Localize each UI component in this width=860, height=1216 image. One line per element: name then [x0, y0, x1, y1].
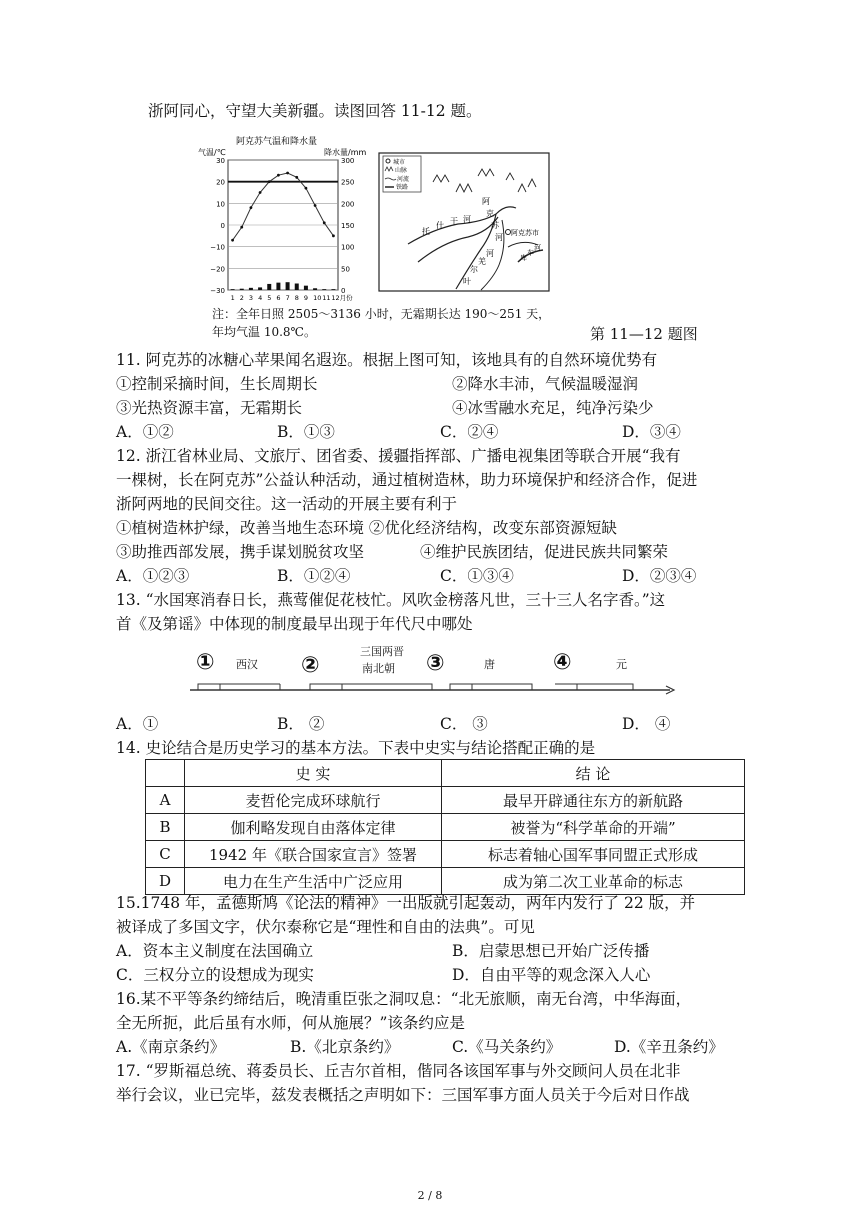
precipitation-bar: [286, 282, 290, 290]
row-key: A: [146, 787, 185, 814]
svg-text:河: 河: [495, 233, 503, 242]
month-tick-label: 2: [239, 294, 244, 302]
q13-option-d[interactable]: D． ④: [622, 715, 671, 733]
temperature-point: [277, 174, 280, 177]
row-fact: 1942 年《联合国家宣言》签署: [185, 841, 442, 868]
right-tick-label: 250: [341, 178, 355, 187]
q15-option-c[interactable]: C．三权分立的设想成为现实: [116, 966, 314, 984]
row-conclusion: 标志着轴心国军事同盟正式形成: [442, 841, 745, 868]
q12-option-b[interactable]: B．①②④: [277, 567, 351, 585]
timeline-label-sanguo: 三国两晋: [360, 645, 404, 658]
precipitation-bar: [276, 283, 280, 290]
q11-statement-4: ④冰雪融水充足，纯净污染少: [452, 399, 654, 417]
q16-option-d[interactable]: D.《辛丑条约》: [614, 1038, 724, 1056]
precipitation-bar: [267, 284, 271, 290]
q16-line1: 16.某不平等条约缔结后，晚清重臣张之洞叹息：“北无旅顺，南无台湾，中华海面，: [116, 990, 692, 1008]
temperature-point: [305, 187, 308, 190]
row-fact: 伽利略发现自由落体定律: [185, 814, 442, 841]
legend-railway: 铁路: [396, 184, 409, 191]
svg-text:库: 库: [520, 254, 527, 262]
temperature-point: [314, 204, 317, 207]
q13-line1: 13. “水国寒消春日长，燕莺催促花枝忙。风吹金榜落凡世，三十三人名字香。”这: [116, 591, 666, 609]
left-tick-label: 0: [220, 222, 225, 230]
history-table: [145, 759, 745, 895]
month-tick-label: 4: [258, 294, 263, 302]
timeline-label-yuan: 元: [616, 658, 627, 671]
table-row[interactable]: [146, 868, 745, 895]
q12-line3: 浙阿两地的民间交往。这一活动的开展主要有利于: [116, 495, 458, 513]
svg-text:叶: 叶: [463, 277, 471, 286]
legend-river: 河流: [397, 176, 410, 183]
month-tick-label: 12月份: [331, 294, 353, 302]
temperature-point: [295, 176, 298, 179]
row-fact: 麦哲伦完成环球航行: [185, 787, 442, 814]
month-tick-label: 8: [294, 294, 299, 302]
q15-option-b[interactable]: B．启蒙思想已开始广泛传播: [452, 942, 650, 960]
svg-text:托: 托: [422, 227, 430, 236]
table-header-conclusion: 结 论: [442, 760, 745, 787]
left-axis-label: 气温/℃: [198, 148, 226, 157]
q13-option-b[interactable]: B． ②: [277, 715, 325, 733]
region-map-svg: [378, 152, 550, 292]
temperature-point: [268, 180, 271, 183]
temperature-point: [231, 239, 234, 242]
table-row[interactable]: [146, 814, 745, 841]
q13-line2: 首《及第谣》中体现的制度最早出现于年代尺中哪处: [116, 615, 473, 633]
month-tick-label: 7: [285, 294, 290, 302]
precipitation-bar: [231, 289, 235, 290]
map-city: 阿克苏市: [511, 229, 539, 237]
svg-text:车: 车: [527, 249, 534, 257]
svg-text:尔: 尔: [470, 265, 478, 274]
q16-option-b[interactable]: B.《北京条约》: [290, 1038, 400, 1056]
right-tick-label: 50: [341, 265, 350, 274]
row-fact: 电力在生产生活中广泛应用: [185, 868, 442, 895]
q13-option-a[interactable]: A．①: [116, 715, 159, 733]
q11-option-d[interactable]: D．③④: [622, 423, 681, 441]
q15-option-a[interactable]: A．资本主义制度在法国确立: [116, 942, 314, 960]
timeline-label-tang: 唐: [484, 658, 495, 671]
chart-note-line2: 年均气温 10.8℃。: [212, 325, 316, 339]
month-tick-label: 6: [276, 294, 281, 302]
precipitation-bar: [258, 287, 262, 290]
temperature-point: [259, 191, 262, 194]
month-tick-label: 3: [248, 294, 254, 302]
precipitation-bar: [304, 286, 308, 290]
row-conclusion: 成为第二次工业革命的标志: [442, 868, 745, 895]
table-header-key: [146, 760, 185, 787]
left-tick-label: 20: [216, 178, 225, 187]
table-header-fact: 史 实: [185, 760, 442, 787]
q12-option-d[interactable]: D．②③④: [622, 567, 697, 585]
left-tick-label: −10: [210, 243, 225, 252]
svg-text:阿: 阿: [482, 197, 490, 206]
q12-statement-12: ①植树造林护绿，改善当地生态环境 ②优化经济结构，改变东部资源短缺: [116, 519, 617, 537]
intro-text: 浙阿同心，守望大美新疆。读图回答 11-12 题。: [148, 102, 482, 120]
svg-text:克: 克: [486, 209, 494, 218]
temperature-point: [240, 226, 243, 229]
q12-line1: 12. 浙江省林业局、文旅厅、团省委、援疆指挥部、广播电视集团等联合开展“我有: [116, 447, 681, 465]
month-tick-label: 5: [267, 294, 272, 302]
precipitation-bar: [249, 288, 253, 290]
right-tick-label: 150: [341, 222, 355, 230]
right-tick-label: 200: [341, 200, 355, 209]
left-tick-label: −20: [210, 265, 225, 274]
right-tick-label: 100: [341, 243, 355, 252]
legend-mountain: 山脉: [395, 167, 408, 174]
month-tick-label: 10: [313, 294, 322, 302]
q12-line2: 一棵树，长在阿克苏”公益认种活动，通过植树造林，助力环境保护和经济合作，促进: [116, 471, 698, 489]
precipitation-bar: [313, 288, 317, 290]
left-tick-label: 30: [216, 157, 225, 165]
row-key: B: [146, 814, 185, 841]
table-header-row: [146, 760, 745, 787]
climate-title: 阿克苏气温和降水量: [236, 137, 318, 147]
timeline-label-nanbeichao: 南北朝: [362, 662, 395, 675]
svg-text:羌: 羌: [478, 257, 486, 266]
svg-text:河: 河: [534, 244, 541, 252]
q16-line2: 全无所扼，此后虽有水师，何从施展？”该条约应是: [116, 1014, 465, 1032]
chart-note-line1: 注：全年日照 2505～3136 小时，无霜期长达 190～251 天，: [212, 307, 551, 321]
timeline-mark-1: ①: [196, 650, 215, 675]
temperature-line: [233, 173, 334, 240]
svg-text:什: 什: [436, 221, 444, 230]
svg-text:苏: 苏: [491, 221, 499, 230]
q12-statement-4: ④维护民族团结，促进民族共同繁荣: [420, 543, 669, 561]
q12-statement-3: ③助推西部发展，携手谋划脱贫攻坚: [116, 543, 365, 561]
q11-option-a[interactable]: A．①②: [116, 423, 174, 441]
q15-line2: 被译成了多国文字，伏尔泰称它是“理性和自由的法典”。可见: [116, 918, 535, 936]
right-axis-label: 降水量/mm: [324, 148, 367, 157]
timeline-label-xihan: 西汉: [236, 658, 258, 671]
temperature-point: [286, 172, 289, 175]
figure-caption: 第 11—12 题图: [590, 325, 698, 343]
month-tick-label: 9: [303, 294, 309, 302]
precipitation-bar: [331, 289, 335, 290]
q13-option-c[interactable]: C． ③: [440, 715, 488, 733]
q11-stem: 11. 阿克苏的冰糖心苹果闻名遐迩。根据上图可知，该地具有的自然环境优势有: [116, 351, 658, 369]
table-row[interactable]: [146, 787, 745, 814]
q11-statement-1: ①控制采摘时间，生长周期长: [116, 375, 318, 393]
precipitation-bar: [240, 289, 244, 290]
right-tick-label: 0: [341, 287, 346, 295]
precipitation-bar: [322, 289, 326, 290]
q15-line1: 15.1748 年，孟德斯鸠《论法的精神》一出版就引起轰动，两年内发行了 22 版，并: [116, 894, 696, 912]
temperature-point: [323, 221, 326, 224]
q11-option-c[interactable]: C．②④: [440, 423, 499, 441]
right-tick-label: 300: [341, 157, 355, 165]
table-row[interactable]: [146, 841, 745, 868]
temperature-point: [250, 206, 253, 209]
row-conclusion: 被誉为“科学革命的开端”: [442, 814, 745, 841]
q15-option-d[interactable]: D．自由平等的观念深入人心: [452, 966, 651, 984]
temperature-point: [332, 234, 335, 237]
left-tick-label: 10: [216, 200, 225, 209]
q16-option-a[interactable]: A.《南京条约》: [116, 1038, 226, 1056]
precipitation-bar: [295, 284, 299, 291]
row-key: C: [146, 841, 185, 868]
left-tick-label: −30: [210, 287, 225, 295]
q11-statement-2: ②降水丰沛，气候温暖湿润: [452, 375, 639, 393]
legend-city: 城市: [393, 159, 406, 166]
q11-option-b[interactable]: B．①③: [277, 423, 335, 441]
q17-line2: 举行会议，业已完毕，兹发表概括之声明如下：三国军事方面人员关于今后对日作战: [116, 1086, 690, 1104]
month-tick-label: 11: [322, 294, 331, 302]
timeline-mark-2: ②: [301, 653, 320, 678]
timeline-mark-4: ④: [553, 650, 572, 675]
q14-stem: 14. 史论结合是历史学习的基本方法。下表中史实与结论搭配正确的是: [116, 739, 596, 757]
q12-option-a[interactable]: A．①②③: [116, 567, 190, 585]
svg-text:干: 干: [450, 217, 458, 226]
region-map: [378, 152, 550, 292]
row-conclusion: 最早开辟通往东方的新航路: [442, 787, 745, 814]
row-key: D: [146, 868, 185, 895]
timeline-mark-3: ③: [426, 651, 445, 676]
month-tick-label: 1: [230, 294, 235, 302]
q17-line1: 17. “罗斯福总统、蒋委员长、丘吉尔首相，偕同各该国军事与外交顾问人员在北非: [116, 1062, 681, 1080]
page-number: 2 / 8: [417, 1189, 443, 1202]
svg-text:河: 河: [463, 215, 471, 224]
svg-text:河: 河: [486, 249, 494, 258]
q12-option-c[interactable]: C．①③④: [440, 567, 514, 585]
q11-statement-3: ③光热资源丰富，无霜期长: [116, 399, 303, 417]
q16-option-c[interactable]: C.《马关条约》: [452, 1038, 562, 1056]
